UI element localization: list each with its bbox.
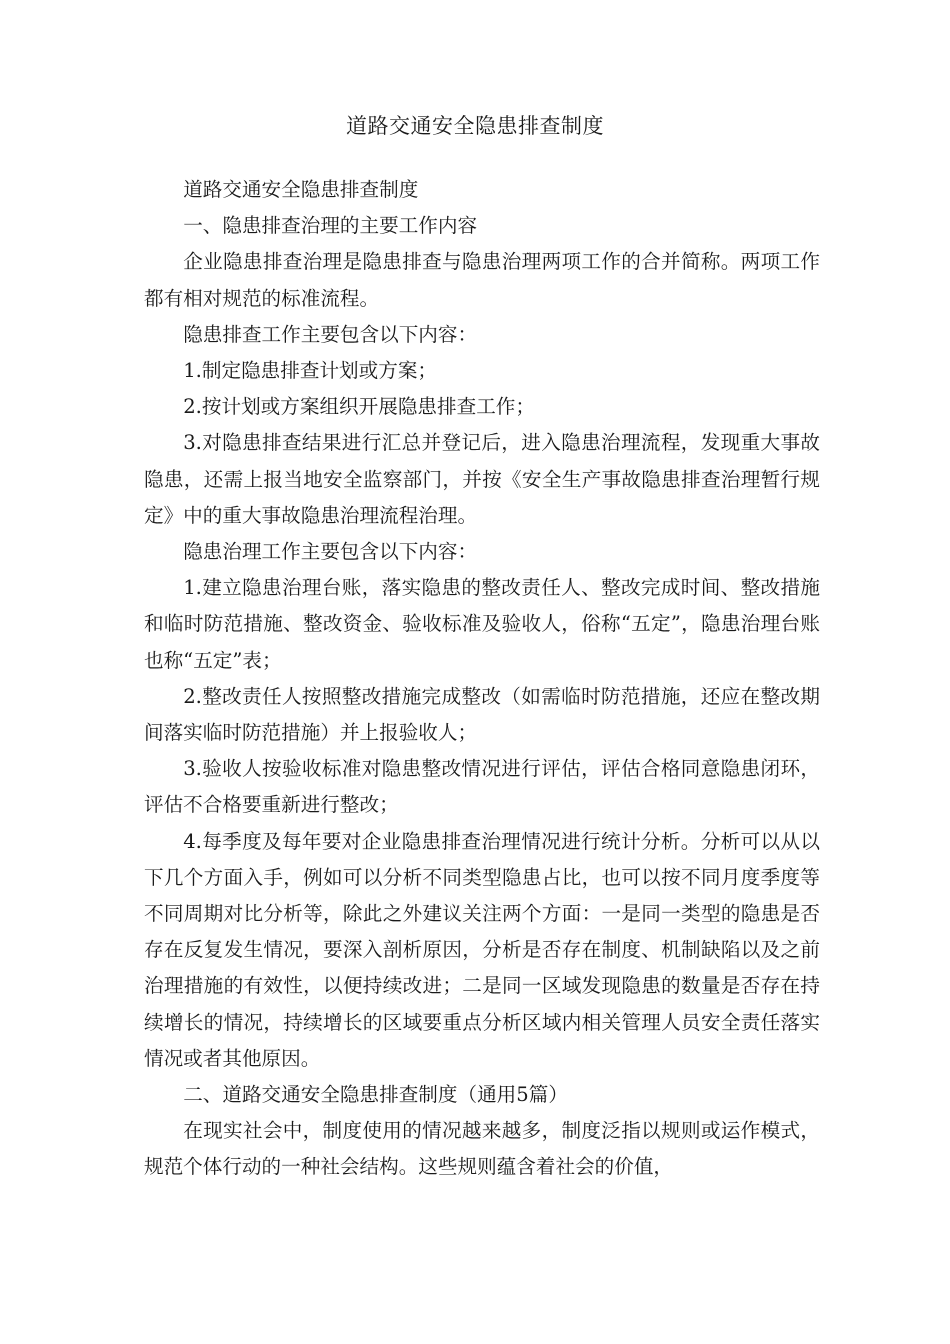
paragraph: 隐患排查工作主要包含以下内容： — [183, 322, 478, 346]
list-item: 2.按计划或方案组织开展隐患排查工作； — [183, 395, 535, 419]
paragraph: 在现实社会中，制度使用的情况越来越多，制度泛指以规则或运作模式，规范个体行动的一种社会结构。这些规则蕴含着社会的价值， — [144, 1119, 820, 1179]
list-item: 1.建立隐患治理台账，落实隐患的整改责任人、整改完成时间、整改措施和临时防范措施、整改资金、验收标准及验收人，俗称“五定”，隐患治理台账也称“五定”表； — [144, 576, 820, 672]
paragraph: 企业隐患排查治理是隐患排查与隐患治理两项工作的合并简称。两项工作都有相对规范的标准流程。 — [144, 250, 820, 310]
list-item: 3.对隐患排查结果进行汇总并登记后，进入隐患治理流程，发现重大事故隐患，还需上报当地安全监察部门，并按《安全生产事故隐患排查治理暂行规定》中的重大事故隐患治理流程治理。 — [144, 431, 820, 527]
document-body — [144, 172, 820, 1186]
list-item: 1.制定隐患排查计划或方案； — [183, 359, 438, 383]
section-heading: 二、道路交通安全隐患排查制度（通用5篇） — [183, 1083, 568, 1107]
list-item: 2.整改责任人按照整改措施完成整改（如需临时防范措施，还应在整改期间落实临时防范措施）并上报验收人； — [144, 684, 820, 745]
list-item: 3.验收人按验收标准对隐患整改情况进行评估，评估合格同意隐患闭环，评估不合格要重新进行整改； — [144, 757, 820, 817]
list-item: 4.每季度及每年要对企业隐患排查治理情况进行统计分析。分析可以从以下几个方面入手，例如可以分析不同类型隐患占比，也可以按不同月度季度等不同周期对比分析等，除此之外建议关注两个方面：一是同一类型的隐患是否存在反复发生情况，要深入剖析原因，分析是否存在制度、机制缺陷以及之前治理措施的有效性，以便持续改进；二是同一区域发现隐患的数量是否存在持续增长的情况，持续增长的区域要重点分析区域内相关管理人员安全责任落实情况或者其他原因。 — [144, 829, 820, 1070]
document-title: 道路交通安全隐患排查制度 — [346, 114, 604, 138]
paragraph: 隐患治理工作主要包含以下内容： — [183, 540, 478, 564]
section-heading: 一、隐患排查治理的主要工作内容 — [183, 214, 478, 238]
paragraph: 道路交通安全隐患排查制度 — [183, 178, 419, 201]
